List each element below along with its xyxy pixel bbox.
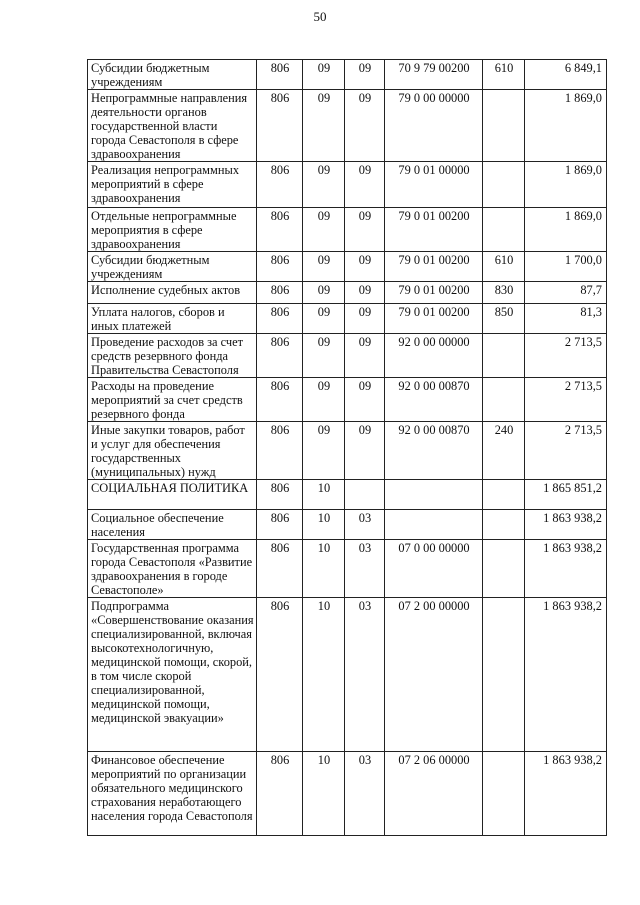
row-section-code: 09 — [303, 304, 345, 334]
row-subsection-code: 09 — [345, 252, 385, 282]
row-subsection-code: 09 — [345, 378, 385, 422]
row-ministry-code: 806 — [257, 540, 303, 598]
row-amount: 1 863 938,2 — [525, 510, 607, 540]
table-row — [88, 90, 607, 162]
row-expense-type-code: 610 — [483, 252, 525, 282]
row-subsection-code: 09 — [345, 208, 385, 252]
row-target-code: 79 0 00 00000 — [385, 90, 483, 162]
row-section-code: 10 — [303, 752, 345, 836]
row-ministry-code: 806 — [257, 60, 303, 90]
row-expense-type-code: 240 — [483, 422, 525, 480]
row-section-code: 09 — [303, 334, 345, 378]
row-expense-type-code — [483, 334, 525, 378]
row-target-code: 92 0 00 00000 — [385, 334, 483, 378]
row-section-code: 09 — [303, 422, 345, 480]
row-target-code: 07 2 00 00000 — [385, 598, 483, 752]
row-subsection-code — [345, 480, 385, 510]
row-expense-type-code: 850 — [483, 304, 525, 334]
budget-table — [87, 59, 607, 836]
row-amount: 2 713,5 — [525, 422, 607, 480]
row-name: Непрограммные направления деятельности органов государственной власти города Севастополя в сфере здравоохранения — [88, 90, 257, 162]
row-ministry-code: 806 — [257, 252, 303, 282]
row-target-code: 07 0 00 00000 — [385, 540, 483, 598]
row-subsection-code: 09 — [345, 162, 385, 208]
row-expense-type-code — [483, 162, 525, 208]
row-name: Субсидии бюджетным учреждениям — [88, 60, 257, 90]
row-section-code: 09 — [303, 282, 345, 304]
row-section-code: 09 — [303, 378, 345, 422]
row-name: Реализация непрограммных мероприятий в сфере здравоохранения — [88, 162, 257, 208]
row-amount: 1 700,0 — [525, 252, 607, 282]
table-row — [88, 540, 607, 598]
row-ministry-code: 806 — [257, 752, 303, 836]
row-subsection-code: 09 — [345, 334, 385, 378]
row-target-code — [385, 480, 483, 510]
table-row — [88, 378, 607, 422]
row-amount: 2 713,5 — [525, 334, 607, 378]
row-name: Социальное обеспечение населения — [88, 510, 257, 540]
table-row — [88, 304, 607, 334]
row-name: Государственная программа города Севастополя «Развитие здравоохранения в городе Севастополе» — [88, 540, 257, 598]
row-name: Исполнение судебных актов — [88, 282, 257, 304]
table-row — [88, 60, 607, 90]
row-ministry-code: 806 — [257, 422, 303, 480]
row-ministry-code: 806 — [257, 304, 303, 334]
row-name: Расходы на проведение мероприятий за счет средств резервного фонда — [88, 378, 257, 422]
row-expense-type-code — [483, 752, 525, 836]
row-section-code: 09 — [303, 90, 345, 162]
row-expense-type-code: 830 — [483, 282, 525, 304]
row-name: Иные закупки товаров, работ и услуг для обеспечения государственных (муниципальных) нужд — [88, 422, 257, 480]
row-subsection-code: 09 — [345, 90, 385, 162]
row-ministry-code: 806 — [257, 162, 303, 208]
row-subsection-code: 09 — [345, 304, 385, 334]
row-section-code: 09 — [303, 162, 345, 208]
row-expense-type-code — [483, 378, 525, 422]
row-ministry-code: 806 — [257, 90, 303, 162]
row-section-code: 10 — [303, 540, 345, 598]
row-amount: 1 869,0 — [525, 162, 607, 208]
row-expense-type-code — [483, 90, 525, 162]
row-subsection-code: 03 — [345, 540, 385, 598]
row-name: Уплата налогов, сборов и иных платежей — [88, 304, 257, 334]
table-body — [88, 60, 607, 836]
row-amount: 1 869,0 — [525, 90, 607, 162]
table-row — [88, 422, 607, 480]
row-target-code: 79 0 01 00000 — [385, 162, 483, 208]
row-target-code: 70 9 79 00200 — [385, 60, 483, 90]
row-ministry-code: 806 — [257, 480, 303, 510]
row-ministry-code: 806 — [257, 282, 303, 304]
row-target-code: 92 0 00 00870 — [385, 422, 483, 480]
row-section-code: 10 — [303, 598, 345, 752]
row-section-code: 09 — [303, 60, 345, 90]
row-ministry-code: 806 — [257, 334, 303, 378]
table-row — [88, 334, 607, 378]
table-row — [88, 752, 607, 836]
row-ministry-code: 806 — [257, 378, 303, 422]
row-name: Отдельные непрограммные мероприятия в сфере здравоохранения — [88, 208, 257, 252]
row-expense-type-code — [483, 208, 525, 252]
row-subsection-code: 03 — [345, 598, 385, 752]
row-section-code: 09 — [303, 208, 345, 252]
table-row — [88, 252, 607, 282]
row-subsection-code: 03 — [345, 510, 385, 540]
row-amount: 2 713,5 — [525, 378, 607, 422]
row-target-code: 79 0 01 00200 — [385, 304, 483, 334]
row-ministry-code: 806 — [257, 208, 303, 252]
row-amount: 1 863 938,2 — [525, 598, 607, 752]
row-ministry-code: 806 — [257, 598, 303, 752]
row-name: СОЦИАЛЬНАЯ ПОЛИТИКА — [88, 480, 257, 510]
row-amount: 87,7 — [525, 282, 607, 304]
row-amount: 1 869,0 — [525, 208, 607, 252]
row-target-code — [385, 510, 483, 540]
row-subsection-code: 03 — [345, 752, 385, 836]
table-row — [88, 598, 607, 752]
row-amount: 6 849,1 — [525, 60, 607, 90]
row-section-code: 09 — [303, 252, 345, 282]
row-amount: 1 865 851,2 — [525, 480, 607, 510]
row-name: Проведение расходов за счет средств резервного фонда Правительства Севастополя — [88, 334, 257, 378]
row-target-code: 07 2 06 00000 — [385, 752, 483, 836]
row-name: Финансовое обеспечение мероприятий по организации обязательного медицинского страхования неработающего населения города Севастополя — [88, 752, 257, 836]
row-expense-type-code — [483, 540, 525, 598]
row-target-code: 92 0 00 00870 — [385, 378, 483, 422]
table-row — [88, 208, 607, 252]
table-row — [88, 162, 607, 208]
table-row — [88, 480, 607, 510]
row-amount: 1 863 938,2 — [525, 752, 607, 836]
row-ministry-code: 806 — [257, 510, 303, 540]
row-target-code: 79 0 01 00200 — [385, 282, 483, 304]
row-subsection-code: 09 — [345, 60, 385, 90]
row-subsection-code: 09 — [345, 422, 385, 480]
row-name: Подпрограмма «Совершенствование оказания специализированной, включая высокотехнологичную, медицинской помощи, скорой, в том числе скорой специализированной, медицинской помощи, медицинской эвакуации» — [88, 598, 257, 752]
row-target-code: 79 0 01 00200 — [385, 208, 483, 252]
row-expense-type-code — [483, 510, 525, 540]
row-target-code: 79 0 01 00200 — [385, 252, 483, 282]
page-number: 50 — [313, 9, 327, 24]
row-expense-type-code — [483, 480, 525, 510]
table-row — [88, 510, 607, 540]
row-amount: 81,3 — [525, 304, 607, 334]
row-expense-type-code: 610 — [483, 60, 525, 90]
row-section-code: 10 — [303, 480, 345, 510]
row-amount: 1 863 938,2 — [525, 540, 607, 598]
row-subsection-code: 09 — [345, 282, 385, 304]
row-section-code: 10 — [303, 510, 345, 540]
row-expense-type-code — [483, 598, 525, 752]
table-row — [88, 282, 607, 304]
row-name: Субсидии бюджетным учреждениям — [88, 252, 257, 282]
